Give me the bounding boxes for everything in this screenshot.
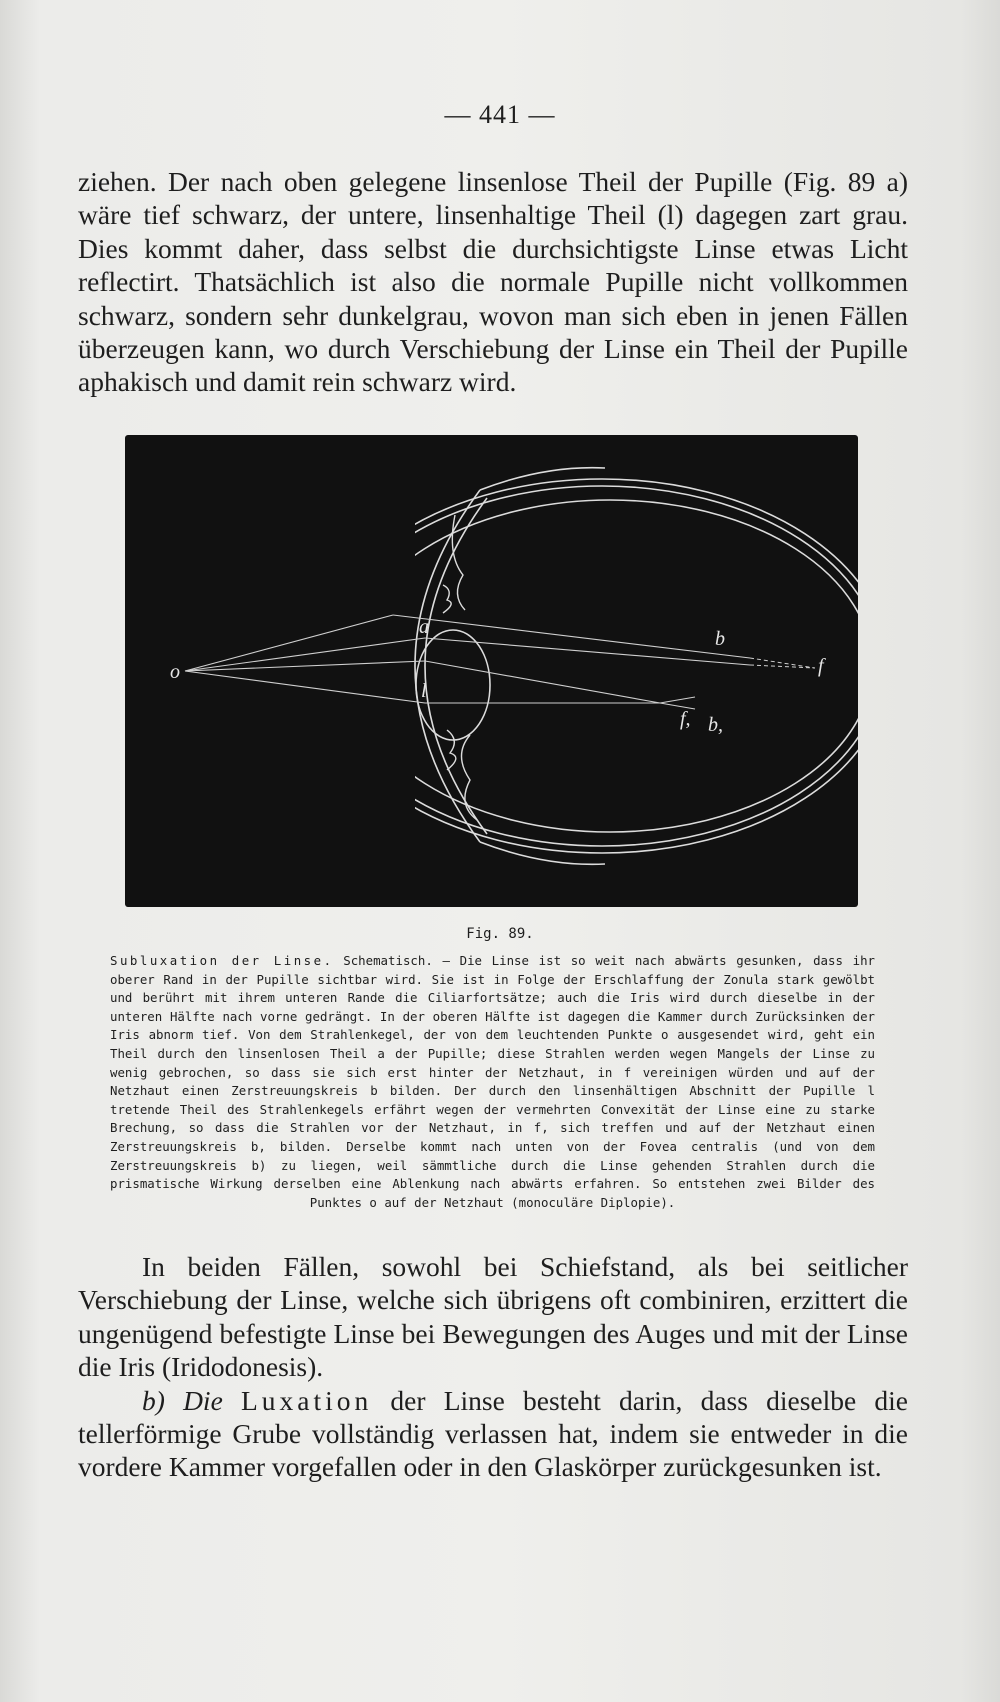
figure-eye-diagram	[125, 435, 858, 907]
figure-label: Fig. 89.	[466, 926, 534, 942]
luxation-term: Luxation	[240, 1384, 373, 1416]
eye-diagram-svg	[125, 435, 858, 907]
ray-l-upper-in	[425, 661, 660, 703]
label-a: a	[419, 616, 429, 638]
ray-a-upper-in	[393, 615, 750, 658]
ray-dash-2	[750, 665, 815, 668]
label-b1: b,	[708, 714, 723, 736]
rays	[185, 615, 750, 709]
ciliary-upper	[443, 585, 451, 613]
ray-dash-1	[750, 658, 815, 668]
ray-a-lower-in	[425, 638, 750, 665]
paragraph-luxation	[78, 1384, 908, 1484]
ray-extension	[750, 658, 815, 668]
label-f: f	[818, 655, 824, 677]
luxation-prefix: b) Die	[142, 1384, 241, 1416]
label-o: o	[170, 661, 180, 683]
page-number: — 441 —	[444, 100, 556, 129]
paragraph-top: ziehen. Der nach oben gelegene linsenlose Theil der Pupille (Fig. 89 a) wäre tief schwarz, der untere, linsenhaltige Theil (l) dagegen zart grau. Dies kommt daher, dass selbst die durchsichtigste Linse etwas Licht reflectirt. Thatsächlich ist also die normale Pupille nicht vollkommen schwarz, sondern sehr dunkelgrau, wovon man sich eben in jenen Fällen überzeugen kann, wo durch Verschiebung der Linse ein Theil der Pupille aphakisch und damit rein schwarz wird.	[78, 166, 908, 398]
caption-text: Schematisch. — Die Linse ist so weit nach abwärts gesunken, dass ihr oberer Rand in der Pupille sichtbar wird. Sie ist in Folge der Erschlaffung der Zonula stark gewölbt und berührt mit ihrem unteren Rande die Ciliarfortsätze; auch die Iris wird durch dieselbe in der unteren Hälfte nach vorne gedrängt. In der oberen Hälfte ist dagegen die Kammer durch Zurücksinken der Iris abnorm tief. Von dem Strahlenkegel, der von dem leuchtenden Punkte o ausgesendet wird, geht ein Theil durch den linsenlosen Theil a der Pupille; diese Strahlen werden wegen Mangels der Linse zu wenig gebrochen, so dass sie sich erst hinter der Netzhaut, in f vereinigen würden und auf der Netzhaut einen Zerstreuungskreis b bilden. Der durch den linsenhältigen Abschnitt der Pupille l tretende Theil des Strahlenkegels erfährt wegen der vermehrten Convexität der Linse eine zu starke Brechung, so dass die Strahlen vor der Netzhaut, in f, sich treffen und auf der Netzhaut einen Zerstreuungskreis b, bilden. Derselbe kommt nach unten von der Fovea centralis (und von dem Zerstreuungskreis b) zu liegen, weil sämmtliche durch die Linse gehenden Strahlen durch die prismatische Wirkung derselben eine Ablenkung nach abwärts erfahren. So entstehen zwei Bilder des Punktes o auf der Netzhaut (monoculäre Diplopie).	[110, 953, 875, 1210]
label-b: b	[715, 628, 725, 650]
diagram-labels	[170, 616, 826, 736]
caption-title: Subluxation der Linse.	[110, 953, 334, 968]
cornea	[415, 468, 605, 865]
label-l: l	[421, 680, 427, 702]
figure-caption	[110, 952, 875, 1212]
ray-l-cross-2	[660, 697, 695, 703]
ciliary-lower	[447, 730, 456, 770]
label-f1: f,	[680, 708, 691, 730]
lens	[416, 630, 490, 740]
paragraph-bottom	[78, 1250, 908, 1484]
paragraph-iridodonesis: In beiden Fällen, sowohl bei Schiefstand, als bei seitlicher Verschiebung der Linse, welche sich übrigens oft combiniren, erzittert die ungenügend befestigte Linse bei Bewegungen des Auges und mit der Linse die Iris (Iridodonesis).	[78, 1251, 908, 1383]
luxation-rest: der Linse besteht darin, dass dieselbe die tellerförmige Grube vollständig verlassen hat, indem sie entweder in die vordere Kammer vorgefallen oder in den Glaskörper zurückgesunken ist.	[78, 1384, 908, 1483]
